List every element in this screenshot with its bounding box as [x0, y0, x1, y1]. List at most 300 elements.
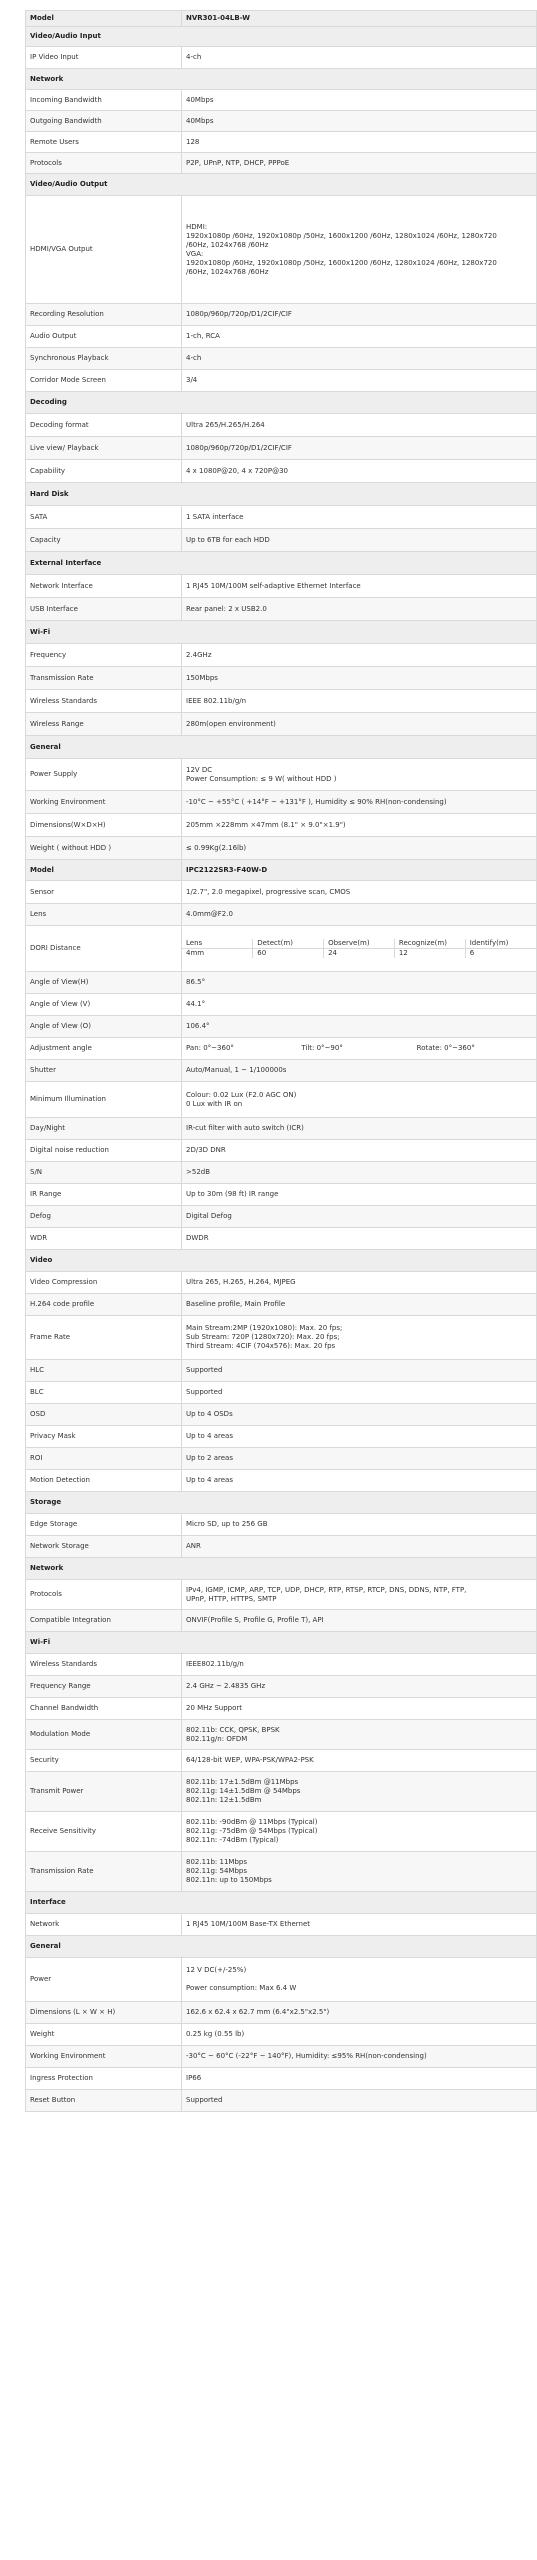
section-label: Model	[26, 11, 182, 27]
spec-value-line: 40Mbps	[186, 116, 214, 125]
spec-value-line: 12 V DC(+/-25%)	[186, 1966, 247, 1974]
spec-row-decoding-format	[26, 414, 537, 437]
spec-row-capacity	[26, 529, 537, 552]
section-label: Network	[26, 69, 537, 90]
spec-label: BLC	[26, 1382, 182, 1404]
spec-label: Frequency Range	[26, 1676, 182, 1698]
dori-distance-table	[182, 939, 536, 958]
spec-value	[182, 1448, 537, 1470]
spec-label: Working Environment	[26, 2046, 182, 2068]
spec-label: Digital noise reduction	[26, 1140, 182, 1162]
spec-row-reset-button	[26, 2090, 537, 2112]
spec-value-line: Up to 30m (98 ft) IR range	[186, 1190, 279, 1198]
spec-label: Angle of View(H)	[26, 972, 182, 994]
spec-row-protocols	[26, 1580, 537, 1610]
spec-label: Transmission Rate	[26, 1852, 182, 1892]
spec-row-h-264-code-profile	[26, 1294, 537, 1316]
spec-value	[182, 690, 537, 713]
spec-value-line: -10°C ~ +55°C ( +14°F ~ +131°F ), Humidity ≤ 90% RH(non-condensing)	[186, 797, 447, 806]
dori-value-cell: 6	[465, 949, 536, 959]
spec-value-line: Supported	[186, 1388, 223, 1396]
spec-value-line: 86.5°	[186, 978, 206, 986]
section-header-external-interface	[26, 552, 537, 575]
spec-row-sensor	[26, 881, 537, 904]
section-label: General	[26, 1936, 537, 1958]
spec-label: Angle of View (O)	[26, 1016, 182, 1038]
spec-value-line: IEEE 802.11b/g/n	[186, 696, 247, 705]
spec-value-line: 162.6 x 62.4 x 62.7 mm (6.4"x2.5"x2.5")	[186, 2008, 330, 2016]
spec-label: WDR	[26, 1228, 182, 1250]
spec-value-line	[186, 1975, 532, 1984]
spec-value	[182, 1536, 537, 1558]
spec-row-recording-resolution	[26, 304, 537, 326]
spec-label: Adjustment angle	[26, 1038, 182, 1060]
dori-header-cell: Detect(m)	[253, 939, 324, 949]
spec-value	[182, 1610, 537, 1632]
spec-value	[182, 1060, 537, 1082]
spec-value	[182, 598, 537, 621]
section-label: Interface	[26, 1892, 537, 1914]
spec-value-line: ONVIF(Profile S, Profile G, Profile T), API	[186, 1616, 324, 1624]
spec-value	[182, 529, 537, 552]
spec-value	[182, 1676, 537, 1698]
spec-label: Wireless Standards	[26, 1654, 182, 1676]
dori-header-cell: Observe(m)	[324, 939, 395, 949]
spec-label: S/N	[26, 1162, 182, 1184]
spec-label: Ingress Protection	[26, 2068, 182, 2090]
spec-value-line: 64/128-bit WEP, WPA-PSK/WPA2-PSK	[186, 1756, 314, 1764]
spec-label: Capacity	[26, 529, 182, 552]
dori-header-cell: Recognize(m)	[394, 939, 465, 949]
spec-value	[182, 1958, 537, 2002]
spec-row-weight-without-hdd	[26, 837, 537, 860]
spec-value-line: 128	[186, 137, 200, 146]
spec-row-power	[26, 1958, 537, 2002]
spec-row-power-supply	[26, 759, 537, 791]
section-label: Wi-Fi	[26, 1632, 537, 1654]
spec-value-line: 802.11b: 11Mbps	[186, 1858, 248, 1866]
spec-row-corridor-mode-screen	[26, 370, 537, 392]
spec-value-line: Micro SD, up to 256 GB	[186, 1520, 268, 1528]
spec-value	[182, 1360, 537, 1382]
spec-label: Privacy Mask	[26, 1426, 182, 1448]
spec-value	[182, 1316, 537, 1360]
spec-value	[182, 926, 537, 972]
spec-label: Frequency	[26, 644, 182, 667]
spec-row-angle-of-view-v	[26, 994, 537, 1016]
spec-row-sata	[26, 506, 537, 529]
spec-value	[182, 111, 537, 132]
spec-label: Frame Rate	[26, 1316, 182, 1360]
section-value: NVR301-04LB-W	[182, 11, 537, 27]
spec-value	[182, 1852, 537, 1892]
spec-value-line: 802.11n: up to 150Mbps	[186, 1876, 272, 1884]
spec-value	[182, 2046, 537, 2068]
spec-value-line: IEEE802.11b/g/n	[186, 1660, 244, 1668]
dori-header-cell: Lens	[182, 939, 253, 949]
spec-label: Edge Storage	[26, 1514, 182, 1536]
spec-value	[182, 1772, 537, 1812]
spec-row-wdr	[26, 1228, 537, 1250]
spec-value	[182, 370, 537, 392]
section-header-interface	[26, 1892, 537, 1914]
spec-value-line: Digital Defog	[186, 1212, 232, 1220]
spec-value	[182, 348, 537, 370]
spec-value-line: 4 x 1080P@20, 4 x 720P@30	[186, 466, 288, 475]
spec-value	[182, 1016, 537, 1038]
spec-value	[182, 2068, 537, 2090]
spec-value	[182, 90, 537, 111]
spec-row-ip-video-input	[26, 47, 537, 69]
spec-row-outgoing-bandwidth	[26, 111, 537, 132]
spec-label: Recording Resolution	[26, 304, 182, 326]
section-label: Video/Audio Input	[26, 27, 537, 47]
spec-row-lens	[26, 904, 537, 926]
spec-row-remote-users	[26, 132, 537, 153]
spec-value-line: 40Mbps	[186, 95, 214, 104]
specification-body	[26, 11, 537, 2112]
section-header-wi-fi	[26, 1632, 537, 1654]
spec-value-line: Up to 4 areas	[186, 1476, 233, 1484]
spec-value-line: UPnP, HTTP, HTTPS, SMTP	[186, 1594, 277, 1603]
spec-value	[182, 837, 537, 860]
spec-value	[182, 1470, 537, 1492]
spec-row-incoming-bandwidth	[26, 90, 537, 111]
spec-label: Decoding format	[26, 414, 182, 437]
spec-row-dimensions-w-d-h	[26, 814, 537, 837]
spec-row-live-view-playback	[26, 437, 537, 460]
spec-row-ingress-protection	[26, 2068, 537, 2090]
spec-value	[182, 713, 537, 736]
section-label: Decoding	[26, 392, 537, 414]
spec-value	[182, 814, 537, 837]
section-label: Wi-Fi	[26, 621, 537, 644]
section-header-storage	[26, 1492, 537, 1514]
spec-value-line: Rear panel: 2 x USB2.0	[186, 604, 267, 613]
spec-row-frame-rate	[26, 1316, 537, 1360]
spec-value-line: Auto/Manual, 1 ~ 1/100000s	[186, 1066, 287, 1074]
spec-value	[182, 667, 537, 690]
spec-value	[182, 972, 537, 994]
spec-value	[182, 881, 537, 904]
spec-value-line: Power Consumption: ≤ 9 W( without HDD )	[186, 774, 337, 783]
spec-value-line: 802.11g: -75dBm @ 54Mbps (Typical)	[186, 1827, 318, 1835]
spec-value-line: 802.11b: -90dBm @ 11Mbps (Typical)	[186, 1818, 318, 1826]
spec-value-line: 20 MHz Support	[186, 1704, 243, 1712]
spec-value	[182, 132, 537, 153]
spec-value	[182, 1914, 537, 1936]
spec-value-line: 4-ch	[186, 53, 202, 61]
spec-value-line: IR-cut filter with auto switch (ICR)	[186, 1124, 304, 1132]
spec-row-frequency	[26, 644, 537, 667]
spec-row-modulation-mode	[26, 1720, 537, 1750]
spec-value	[182, 1404, 537, 1426]
spec-row-wireless-standards	[26, 690, 537, 713]
spec-row-angle-of-view-o	[26, 1016, 537, 1038]
spec-label: Protocols	[26, 1580, 182, 1610]
spec-value	[182, 2024, 537, 2046]
spec-label: Network Interface	[26, 575, 182, 598]
spec-label: Power	[26, 1958, 182, 2002]
spec-row-wireless-standards	[26, 1654, 537, 1676]
spec-value-line: Supported	[186, 2096, 223, 2104]
spec-value-line: VGA:	[186, 249, 204, 258]
spec-value-line: Power consumption: Max 6.4 W	[186, 1984, 297, 1992]
adjustment-angle-part: Rotate: 0°~360°	[416, 1044, 475, 1052]
spec-label: HDMI/VGA Output	[26, 196, 182, 304]
spec-row-receive-sensitivity	[26, 1812, 537, 1852]
spec-row-audio-output	[26, 326, 537, 348]
spec-value	[182, 791, 537, 814]
spec-value	[182, 414, 537, 437]
spec-label: Network	[26, 1914, 182, 1936]
dori-value-cell: 60	[253, 949, 324, 959]
spec-label: Weight ( without HDD )	[26, 837, 182, 860]
spec-label: Outgoing Bandwidth	[26, 111, 182, 132]
spec-row-weight	[26, 2024, 537, 2046]
spec-value	[182, 437, 537, 460]
spec-value-line: IPv4, IGMP, ICMP, ARP, TCP, UDP, DHCP, RTP, RTSP, RTCP, DNS, DDNS, NTP, FTP,	[186, 1585, 467, 1594]
spec-row-adjustment-angle	[26, 1038, 537, 1060]
spec-label: OSD	[26, 1404, 182, 1426]
section-label: Video	[26, 1250, 537, 1272]
spec-value-line: 106.4°	[186, 1022, 210, 1030]
spec-value	[182, 644, 537, 667]
spec-label: Security	[26, 1750, 182, 1772]
spec-value-line: >52dB	[186, 1168, 211, 1176]
section-header-hard-disk	[26, 483, 537, 506]
spec-value-line: 1 RJ45 10M/100M self-adaptive Ethernet Interface	[186, 581, 361, 590]
spec-value-line: /60Hz, 1024x768 /60Hz	[186, 267, 269, 276]
spec-row-capability	[26, 460, 537, 483]
spec-value-line: IP66	[186, 2074, 202, 2082]
spec-value	[182, 1514, 537, 1536]
spec-row-usb-interface	[26, 598, 537, 621]
spec-label: Capability	[26, 460, 182, 483]
adjustment-angle-part: Tilt: 0°~90°	[301, 1044, 343, 1052]
spec-label: IP Video Input	[26, 47, 182, 69]
spec-label: Synchronous Playback	[26, 348, 182, 370]
spec-label: Channel Bandwidth	[26, 1698, 182, 1720]
spec-label: Compatible Integration	[26, 1610, 182, 1632]
spec-row-protocols	[26, 153, 537, 174]
spec-value	[182, 575, 537, 598]
spec-label: IR Range	[26, 1184, 182, 1206]
spec-label: Live view/ Playback	[26, 437, 182, 460]
spec-value	[182, 1294, 537, 1316]
spec-value	[182, 1082, 537, 1118]
spec-label: Working Environment	[26, 791, 182, 814]
spec-value	[182, 904, 537, 926]
spec-row-wireless-range	[26, 713, 537, 736]
spec-label: Remote Users	[26, 132, 182, 153]
spec-row-privacy-mask	[26, 1426, 537, 1448]
spec-row-dimensions-l-w-h	[26, 2002, 537, 2024]
spec-label: Transmission Rate	[26, 667, 182, 690]
spec-row-digital-noise-reduction	[26, 1140, 537, 1162]
spec-value	[182, 1140, 537, 1162]
spec-value-line: 802.11b: CCK, QPSK, BPSK	[186, 1725, 280, 1734]
spec-value-line: 1920x1080p /60Hz, 1920x1080p /50Hz, 1600x1200 /60Hz, 1280x1024 /60Hz, 1280x720	[186, 258, 497, 267]
spec-label: Shutter	[26, 1060, 182, 1082]
spec-label: DORI Distance	[26, 926, 182, 972]
spec-row-security	[26, 1750, 537, 1772]
spec-value	[182, 47, 537, 69]
dori-value-cell: 24	[324, 949, 395, 959]
spec-value	[182, 1720, 537, 1750]
spec-value-line: Baseline profile, Main Profile	[186, 1300, 286, 1308]
spec-value	[182, 1184, 537, 1206]
spec-row-working-environment	[26, 2046, 537, 2068]
spec-row-network-storage	[26, 1536, 537, 1558]
spec-value-line: 150Mbps	[186, 673, 218, 682]
spec-label: Protocols	[26, 153, 182, 174]
spec-value	[182, 1750, 537, 1772]
spec-row-minimum-illumination	[26, 1082, 537, 1118]
section-label: Model	[26, 860, 182, 881]
spec-value-line: Ultra 265/H.265/H.264	[186, 420, 265, 429]
spec-label: Angle of View (V)	[26, 994, 182, 1016]
spec-value	[182, 1580, 537, 1610]
spec-label: Weight	[26, 2024, 182, 2046]
spec-value	[182, 759, 537, 791]
spec-label: Day/Night	[26, 1118, 182, 1140]
spec-value-line: /60Hz, 1024x768 /60Hz	[186, 240, 269, 249]
specification-table	[25, 10, 537, 2112]
spec-row-compatible-integration	[26, 1610, 537, 1632]
spec-value-line: Supported	[186, 1366, 223, 1374]
spec-label: Dimensions(W×D×H)	[26, 814, 182, 837]
spec-row-frequency-range	[26, 1676, 537, 1698]
spec-label: USB Interface	[26, 598, 182, 621]
spec-value-line: 802.11n: 12±1.5dBm	[186, 1796, 262, 1804]
dori-value-row	[182, 949, 536, 959]
spec-label: Reset Button	[26, 2090, 182, 2112]
spec-row-hlc	[26, 1360, 537, 1382]
spec-value-line: 4-ch	[186, 354, 202, 362]
spec-value	[182, 1698, 537, 1720]
spec-value-line: Colour: 0.02 Lux (F2.0 AGC ON)	[186, 1090, 297, 1099]
spec-value	[182, 1038, 537, 1060]
section-label: Network	[26, 1558, 537, 1580]
section-header-network	[26, 69, 537, 90]
spec-row-osd	[26, 1404, 537, 1426]
spec-value	[182, 326, 537, 348]
spec-row-synchronous-playback	[26, 348, 537, 370]
spec-row-s-n	[26, 1162, 537, 1184]
spec-row-shutter	[26, 1060, 537, 1082]
spec-label: Minimum Illumination	[26, 1082, 182, 1118]
section-header-decoding	[26, 392, 537, 414]
spec-value	[182, 1206, 537, 1228]
spec-label: Wireless Range	[26, 713, 182, 736]
spec-value	[182, 196, 537, 304]
section-value: IPC2122SR3-F40W-D	[182, 860, 537, 881]
spec-value-line: Ultra 265, H.265, H.264, MJPEG	[186, 1278, 296, 1286]
spec-label: Audio Output	[26, 326, 182, 348]
spec-label: SATA	[26, 506, 182, 529]
spec-value	[182, 1382, 537, 1404]
spec-row-network	[26, 1914, 537, 1936]
section-label: Hard Disk	[26, 483, 537, 506]
spec-value	[182, 2002, 537, 2024]
spec-value-line: 1080p/960p/720p/D1/2CIF/CIF	[186, 443, 292, 452]
spec-row-channel-bandwidth	[26, 1698, 537, 1720]
spec-label: Motion Detection	[26, 1470, 182, 1492]
spec-label: Lens	[26, 904, 182, 926]
spec-value-line: 205mm ×228mm ×47mm (8.1" × 9.0"×1.9")	[186, 820, 346, 829]
spec-value-line: Sub Stream: 720P (1280x720): Max. 20 fps;	[186, 1333, 340, 1341]
spec-value-line: HDMI:	[186, 222, 208, 231]
dori-header-row	[182, 939, 536, 949]
spec-label: Defog	[26, 1206, 182, 1228]
spec-label: Transmit Power	[26, 1772, 182, 1812]
spec-value-line: 0.25 kg (0.55 lb)	[186, 2030, 245, 2038]
spec-row-working-environment	[26, 791, 537, 814]
spec-row-day-night	[26, 1118, 537, 1140]
spec-row-ir-range	[26, 1184, 537, 1206]
spec-value	[182, 506, 537, 529]
spec-label: Corridor Mode Screen	[26, 370, 182, 392]
spec-value	[182, 460, 537, 483]
spec-value-line: 44.1°	[186, 1000, 206, 1008]
spec-value-line: 1-ch, RCA	[186, 332, 220, 340]
spec-value-line: 0 Lux with IR on	[186, 1099, 243, 1108]
spec-row-hdmi-vga-output	[26, 196, 537, 304]
spec-value	[182, 1272, 537, 1294]
section-header-video-audio-input	[26, 27, 537, 47]
spec-value-line: 280m(open environment)	[186, 719, 276, 728]
spec-value	[182, 304, 537, 326]
section-header-video	[26, 1250, 537, 1272]
spec-label: Video Compression	[26, 1272, 182, 1294]
spec-row-edge-storage	[26, 1514, 537, 1536]
spec-value-line: -30°C ~ 60°C (-22°F ~ 140°F), Humidity: ≤95% RH(non-condensing)	[186, 2052, 427, 2060]
spec-value-line: 1920x1080p /60Hz, 1920x1080p /50Hz, 1600x1200 /60Hz, 1280x1024 /60Hz, 1280x720	[186, 231, 497, 240]
section-header-model	[26, 11, 537, 27]
spec-row-dori-distance	[26, 926, 537, 972]
spec-value	[182, 1162, 537, 1184]
spec-value-line: 1/2.7", 2.0 megapixel, progressive scan, CMOS	[186, 887, 351, 896]
spec-value-line: 2D/3D DNR	[186, 1146, 226, 1154]
spec-value-line: 802.11b: 17±1.5dBm @11Mbps	[186, 1778, 299, 1786]
spec-row-transmission-rate	[26, 1852, 537, 1892]
section-header-general	[26, 736, 537, 759]
spec-label: HLC	[26, 1360, 182, 1382]
section-header-general	[26, 1936, 537, 1958]
spec-value	[182, 1812, 537, 1852]
spec-label: H.264 code profile	[26, 1294, 182, 1316]
spec-value-line: 802.11g/n: OFDM	[186, 1734, 248, 1743]
spec-value-line: ANR	[186, 1542, 201, 1550]
dori-value-cell: 12	[394, 949, 465, 959]
spec-label: Receive Sensitivity	[26, 1812, 182, 1852]
spec-value-line: Up to 6TB for each HDD	[186, 535, 270, 544]
spec-value-line: Third Stream: 4CIF (704x576): Max. 20 fps	[186, 1342, 336, 1350]
spec-row-network-interface	[26, 575, 537, 598]
section-label: External Interface	[26, 552, 537, 575]
spec-value-line: ≤ 0.99Kg(2.16lb)	[186, 843, 247, 852]
spec-value-line: Up to 2 areas	[186, 1454, 233, 1462]
spec-row-blc	[26, 1382, 537, 1404]
spec-value-line: 4.0mm@F2.0	[186, 910, 233, 918]
section-label: General	[26, 736, 537, 759]
spec-value-line: 2.4GHz	[186, 650, 212, 659]
spec-row-defog	[26, 1206, 537, 1228]
spec-label: Modulation Mode	[26, 1720, 182, 1750]
section-label: Video/Audio Output	[26, 174, 537, 196]
spec-value	[182, 994, 537, 1016]
